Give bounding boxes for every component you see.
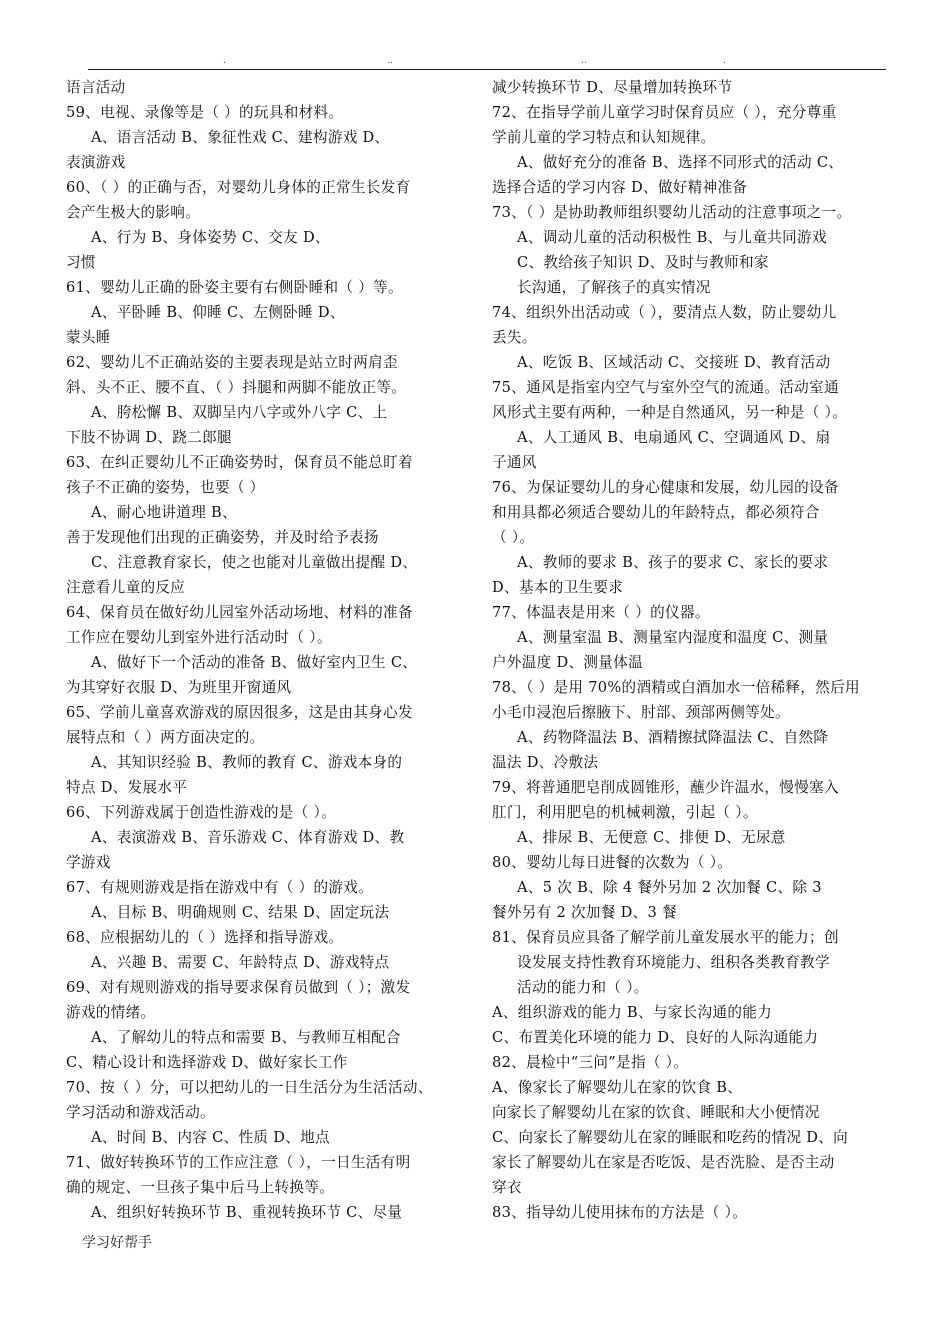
text-line: 75、通风是指室内空气与室外空气的流通。活动室通 — [492, 379, 839, 396]
text-line: C、布置美化环境的能力 D、良好的人际沟通能力 — [492, 1029, 819, 1046]
right-column — [492, 75, 886, 1225]
text-line: 77、体温表是用来（ ）的仪器。 — [492, 604, 710, 621]
text-line: 习惯 — [66, 254, 96, 271]
footer-text: 学习好帮手 — [82, 1235, 152, 1251]
text-line: 74、组织外出活动或（ ），要清点人数，防止婴幼儿 — [492, 304, 837, 321]
text-line: 活动的能力和（ ）。 — [517, 979, 649, 996]
header-mark: .. — [387, 56, 393, 66]
text-line: 游戏的情绪。 — [66, 1004, 156, 1021]
text-line: C、注意教育家长，使之也能对儿童做出提醒 D、 — [91, 554, 418, 571]
text-line: A、行为 B、身体姿势 C、交友 D、 — [91, 229, 330, 246]
text-line: 蒙头睡 — [66, 329, 111, 346]
text-line: 肛门，利用肥皂的机械刺激，引起（ ）。 — [492, 804, 758, 821]
header-mark: .. — [581, 56, 587, 66]
text-line: 家长了解婴幼儿在家是否吃饭、是否洗脸、是否主动 — [492, 1154, 835, 1171]
text-line: 60、（ ）的正确与否，对婴幼儿身体的正常生长发育 — [66, 179, 411, 196]
text-line: 为其穿好衣服 D、为班里开窗通风 — [66, 679, 292, 696]
text-line: A、调动儿童的活动积极性 B、与儿童共同游戏 — [517, 229, 827, 246]
text-line: A、做好下一个活动的准备 B、做好室内卫生 C、 — [91, 654, 418, 671]
left-column — [66, 75, 462, 1225]
text-line: C、教给孩子知识 D、及时与教师和家 — [517, 254, 769, 271]
text-line: A、兴趣 B、需要 C、年龄特点 D、游戏特点 — [91, 954, 390, 971]
text-line: A、组织游戏的能力 B、与家长沟通的能力 — [492, 1004, 772, 1021]
text-line: 70、按（ ）分，可以把幼儿的一日生活分为生活活动、 — [66, 1079, 433, 1096]
header-mark: . — [223, 56, 226, 66]
text-line: 61、婴幼儿正确的卧姿主要有右侧卧睡和（ ）等。 — [66, 279, 403, 296]
text-line: 长沟通，了解孩子的真实情况 — [517, 279, 711, 296]
text-line: 学游戏 — [66, 854, 111, 871]
text-line: 向家长了解婴幼儿在家的饮食、睡眠和大小便情况 — [492, 1104, 820, 1121]
text-line: 展特点和（ ）两方面决定的。 — [66, 729, 265, 746]
text-line: 餐外另有 2 次加餐 D、3 餐 — [492, 904, 677, 921]
text-line: 会产生极大的影响。 — [66, 204, 201, 221]
text-line: 特点 D、发展水平 — [66, 779, 188, 796]
text-line: 户外温度 D、测量体温 — [492, 654, 643, 671]
text-line: A、排尿 B、无便意 C、排便 D、无尿意 — [517, 829, 786, 846]
text-line: 62、婴幼儿不正确站姿的主要表现是站立时两肩歪 — [66, 354, 398, 371]
text-line: A、5 次 B、除 4 餐外另加 2 次加餐 C、除 3 — [517, 879, 822, 896]
header-mark: . — [723, 56, 726, 66]
text-line: 69、对有规则游戏的指导要求保育员做到（ ）；激发 — [66, 979, 411, 996]
text-line: 注意看儿童的反应 — [66, 579, 186, 596]
header-marks — [95, 56, 885, 66]
header-rule — [88, 69, 886, 70]
text-line: A、了解幼儿的特点和需要 B、与教师互相配合 — [91, 1029, 401, 1046]
text-line: 温法 D、冷敷法 — [492, 754, 599, 771]
text-line: 斜、头不正、腰不直、（ ）抖腿和两脚不能放正等。 — [66, 379, 407, 396]
text-line: D、基本的卫生要求 — [492, 579, 624, 596]
text-line: C、精心设计和选择游戏 D、做好家长工作 — [66, 1054, 348, 1071]
text-line: A、目标 B、明确规则 C、结果 D、固定玩法 — [91, 904, 390, 921]
text-line: 59、电视、录像等是（ ）的玩具和材料。 — [66, 104, 344, 121]
text-line: 66、下列游戏属于创造性游戏的是（ ）。 — [66, 804, 337, 821]
text-line: 表演游戏 — [66, 154, 126, 171]
text-line: 81、保育员应具备了解学前儿童发展水平的能力；创 — [492, 929, 839, 946]
text-line: （ ）。 — [492, 529, 535, 546]
text-line: 78、（ ）是用 70%的酒精或白酒加水一倍稀释，然后用 — [492, 679, 860, 696]
text-line: A、药物降温法 B、酒精擦拭降温法 C、自然降 — [517, 729, 829, 746]
text-line: 64、保育员在做好幼儿园室外活动场地、材料的准备 — [66, 604, 413, 621]
text-line: 穿衣 — [492, 1179, 522, 1196]
text-line: A、其知识经验 B、教师的教育 C、游戏本身的 — [91, 754, 403, 771]
text-line: A、做好充分的准备 B、选择不同形式的活动 C、 — [517, 154, 844, 171]
text-line: 子通风 — [492, 454, 537, 471]
text-line: A、时间 B、内容 C、性质 D、地点 — [91, 1129, 330, 1146]
text-line: 确的规定、一旦孩子集中后马上转换等。 — [66, 1179, 335, 1196]
text-line: 79、将普通肥皂削成圆锥形，蘸少许温水，慢慢塞入 — [492, 779, 839, 796]
text-line: A、表演游戏 B、音乐游戏 C、体育游戏 D、教 — [91, 829, 405, 846]
text-line: C、向家长了解婴幼儿在家的睡眠和吃药的情况 D、向 — [492, 1129, 849, 1146]
text-line: A、组织好转换环节 B、重视转换环节 C、尽量 — [91, 1204, 403, 1221]
text-line: 76、为保证婴幼儿的身心健康和发展，幼儿园的设备 — [492, 479, 839, 496]
text-line: 65、学前儿童喜欢游戏的原因很多，这是由其身心发 — [66, 704, 413, 721]
text-line: 学前儿童的学习特点和认知规律。 — [492, 129, 716, 146]
text-line: 学习活动和游戏活动。 — [66, 1104, 215, 1121]
text-line: 下肢不协调 D、跷二郎腿 — [66, 429, 232, 446]
text-line: 设发展支持性教育环境能力、组积各类教育教学 — [517, 954, 830, 971]
text-line: A、人工通风 B、电扇通风 C、空调通风 D、扇 — [517, 429, 831, 446]
text-line: 71、做好转换环节的工作应注意（ ），一日生活有明 — [66, 1154, 411, 1171]
text-line: 82、晨检中“三问”是指（ ）。 — [492, 1054, 689, 1071]
text-line: 67、有规则游戏是指在游戏中有（ ）的游戏。 — [66, 879, 374, 896]
text-line: 语言活动 — [66, 79, 126, 96]
text-line: A、耐心地讲道理 B、 — [91, 504, 237, 521]
text-line: A、胯松懈 B、双脚呈内八字或外八字 C、上 — [91, 404, 388, 421]
text-line: 善于发现他们出现的正确姿势，并及时给予表扬 — [66, 529, 379, 546]
text-line: 丢失。 — [492, 329, 537, 346]
text-line: A、像家长了解婴幼儿在家的饮食 B、 — [492, 1079, 743, 1096]
text-line: 工作应在婴幼儿到室外进行活动时（ ）。 — [66, 629, 332, 646]
text-line: 减少转换环节 D、尽量增加转换环节 — [492, 79, 733, 96]
text-line: 孩子不正确的姿势，也要（ ） — [66, 479, 265, 496]
text-line: 和用具都必须适合婴幼儿的年龄特点，都必须符合 — [492, 504, 820, 521]
text-line: 选择合适的学习内容 D、做好精神准备 — [492, 179, 748, 196]
text-line: 68、应根据幼儿的（ ）选择和指导游戏。 — [66, 929, 344, 946]
text-line: 63、在纠正婴幼儿不正确姿势时，保育员不能总盯着 — [66, 454, 413, 471]
text-line: 83、指导幼儿使用抹布的方法是（ ）。 — [492, 1204, 748, 1221]
text-line: 73、（ ）是协助教师组织婴幼儿活动的注意事项之一。 — [492, 204, 852, 221]
text-line: 80、婴幼儿每日进餐的次数为（ ）。 — [492, 854, 733, 871]
text-line: A、教师的要求 B、孩子的要求 C、家长的要求 — [517, 554, 829, 571]
text-line: A、平卧睡 B、仰睡 C、左侧卧睡 D、 — [91, 304, 345, 321]
text-line: A、测量室温 B、测量室内湿度和温度 C、测量 — [517, 629, 829, 646]
text-line: A、语言活动 B、象征性戏 C、建构游戏 D、 — [91, 129, 390, 146]
text-line: 小毛巾浸泡后擦腋下、肘部、颈部两侧等处。 — [492, 704, 790, 721]
text-line: A、吃饭 B、区域活动 C、交接班 D、教育活动 — [517, 354, 831, 371]
text-line: 72、在指导学前儿童学习时保育员应（ ），充分尊重 — [492, 104, 837, 121]
text-line: 风形式主要有两种，一种是自然通风，另一种是（ ）。 — [492, 404, 848, 421]
